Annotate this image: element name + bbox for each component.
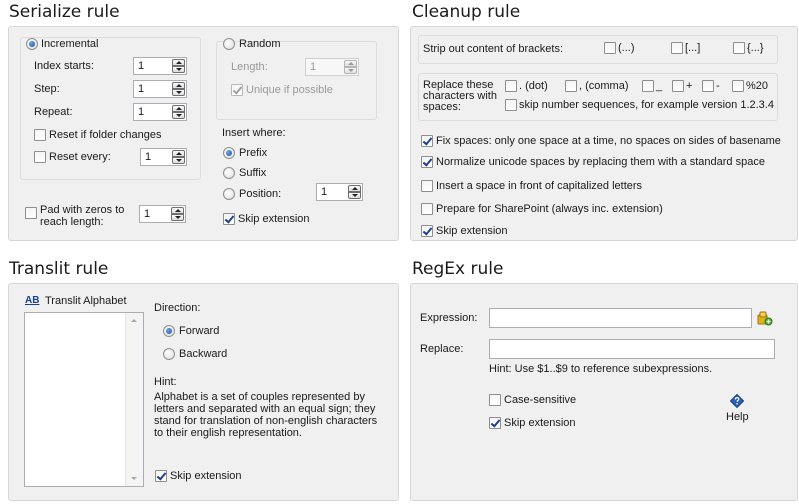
reset-every-label: Reset every: [49, 151, 111, 163]
replace-label-line3: spaces: [423, 101, 461, 113]
step-stepper[interactable]: 1 [133, 80, 187, 98]
replace-label-line2: characters with [423, 90, 497, 102]
bracket-round-label: (...) [618, 42, 635, 54]
expression-wizard-icon[interactable] [756, 309, 773, 326]
position-radio[interactable] [223, 188, 235, 200]
length-stepper[interactable]: 1 [305, 58, 359, 76]
regex-skip-extension-label: Skip extension [504, 417, 576, 429]
cleanup-rule-panel [410, 26, 798, 241]
repeat-stepper[interactable]: 1 [133, 103, 187, 121]
spin-up-button[interactable] [172, 82, 185, 89]
cleanup-skip-extension-checkbox[interactable] [421, 225, 433, 237]
hint-line2: letters and separated with an equal sign; they [154, 403, 376, 415]
serialize-skip-extension-checkbox[interactable] [223, 213, 235, 225]
bracket-curly-checkbox[interactable] [733, 42, 745, 54]
char-comma-label: , (comma) [579, 80, 629, 92]
case-sensitive-checkbox[interactable] [489, 394, 501, 406]
position-stepper[interactable]: 1 [316, 183, 363, 201]
spin-up-button[interactable] [348, 185, 361, 192]
char-dot-checkbox[interactable] [505, 80, 517, 92]
direction-label: Direction: [154, 302, 201, 314]
alphabet-icon: AB [25, 295, 40, 306]
translit-alphabet-button[interactable] [25, 294, 150, 309]
scroll-up-arrow-icon[interactable] [131, 319, 137, 322]
char-dot-label: . (dot) [519, 80, 548, 92]
strip-brackets-label: Strip out content of brackets: [423, 43, 564, 55]
help-button[interactable] [723, 394, 753, 424]
fix-spaces-checkbox[interactable] [421, 135, 433, 147]
skip-number-sequences-checkbox[interactable] [505, 99, 517, 111]
replace-label-line1: Replace these [423, 79, 494, 91]
hint-label: Hint: [154, 376, 177, 388]
regex-hint: Hint: Use $1..$9 to reference subexpressions. [489, 363, 713, 375]
serialize-rule-title: Serialize rule [9, 2, 120, 22]
repeat-label: Repeat: [34, 106, 73, 118]
prefix-radio[interactable] [223, 147, 235, 159]
sharepoint-label: Prepare for SharePoint (always inc. extension) [436, 203, 663, 215]
serialize-rule-panel [8, 26, 399, 241]
suffix-radio[interactable] [223, 167, 235, 179]
reset-folder-checkbox[interactable] [34, 129, 46, 141]
spin-down-button[interactable] [172, 66, 185, 73]
spin-up-button[interactable] [171, 207, 184, 214]
translit-alphabet-label: Translit Alphabet [45, 295, 127, 307]
replace-input[interactable] [489, 339, 775, 359]
bracket-curly-label: {...} [747, 42, 764, 54]
reset-every-checkbox[interactable] [34, 151, 46, 163]
hint-line4: to their english representation. [154, 427, 302, 439]
normalize-unicode-checkbox[interactable] [421, 156, 433, 168]
replace-label: Replace: [420, 343, 464, 355]
expression-input[interactable] [489, 308, 752, 328]
char-comma-checkbox[interactable] [565, 80, 577, 92]
char-underscore-checkbox[interactable] [642, 80, 654, 92]
regex-skip-extension-checkbox[interactable] [489, 417, 501, 429]
random-group [216, 41, 377, 120]
insert-where-label: Insert where: [222, 127, 286, 139]
case-sensitive-label: Case-sensitive [504, 394, 577, 406]
spin-up-button[interactable] [172, 59, 185, 66]
spin-down-button[interactable] [172, 157, 185, 164]
bracket-square-checkbox[interactable] [671, 42, 683, 54]
pad-zeros-stepper[interactable]: 1 [139, 205, 186, 223]
random-label: Random [239, 38, 281, 50]
help-label: Help [726, 411, 749, 423]
reset-every-stepper[interactable]: 1 [140, 148, 187, 166]
cleanup-skip-extension-label: Skip extension [436, 225, 508, 237]
translit-alphabet-list[interactable] [24, 312, 144, 487]
prefix-label: Prefix [239, 147, 268, 159]
sharepoint-checkbox[interactable] [421, 203, 433, 215]
cleanup-rule-title: Cleanup rule [412, 2, 521, 22]
random-radio[interactable] [223, 38, 235, 50]
suffix-label: Suffix [239, 167, 267, 179]
forward-label: Forward [179, 325, 220, 337]
length-label: Length: [231, 61, 268, 73]
spin-down-button[interactable] [344, 67, 357, 74]
pad-zeros-label-line2: reach length: [40, 216, 104, 228]
forward-radio[interactable] [163, 325, 175, 337]
char-plus-checkbox[interactable] [672, 80, 684, 92]
translit-skip-extension-label: Skip extension [170, 470, 242, 482]
index-starts-stepper[interactable]: 1 [133, 57, 187, 75]
unique-checkbox[interactable] [231, 84, 243, 96]
char-minus-label: - [716, 80, 720, 92]
char-underscore-label: _ [656, 80, 663, 92]
translit-rule-title: Translit rule [9, 259, 109, 279]
spin-up-button[interactable] [172, 150, 185, 157]
backward-radio[interactable] [163, 348, 175, 360]
incremental-label: Incremental [41, 38, 99, 50]
spin-down-button[interactable] [172, 89, 185, 96]
reset-folder-label: Reset if folder changes [49, 129, 162, 141]
char-pct20-checkbox[interactable] [732, 80, 744, 92]
regex-rule-title: RegEx rule [412, 259, 504, 279]
backward-label: Backward [179, 348, 228, 360]
spin-down-button[interactable] [348, 192, 361, 199]
bracket-square-label: [...] [685, 42, 701, 54]
translit-skip-extension-checkbox[interactable] [155, 470, 167, 482]
serialize-skip-extension-label: Skip extension [238, 213, 310, 225]
char-minus-checkbox[interactable] [702, 80, 714, 92]
char-pct20-label: %20 [746, 80, 769, 92]
scroll-down-arrow-icon[interactable] [131, 477, 137, 480]
index-starts-label: Index starts: [34, 60, 94, 72]
spin-down-button[interactable] [171, 214, 184, 221]
incremental-radio[interactable] [26, 38, 38, 50]
position-label: Position: [239, 188, 282, 200]
normalize-unicode-label: Normalize unicode spaces by replacing them with a standard space [436, 156, 765, 168]
pad-zeros-label-line1: Pad with zeros to [40, 204, 125, 216]
skip-number-sequences-label: skip number sequences, for example version 1.2.3.4 [519, 99, 774, 111]
char-plus-label: + [686, 80, 693, 92]
expression-label: Expression: [420, 312, 478, 324]
regex-rule-panel [410, 283, 798, 501]
spin-down-button[interactable] [172, 112, 185, 119]
spin-up-button[interactable] [172, 105, 185, 112]
fix-spaces-label: Fix spaces: only one space at a time, no spaces on sides of basename [436, 135, 781, 147]
pad-zeros-checkbox[interactable] [25, 207, 37, 219]
translit-rule-panel [8, 283, 399, 501]
insert-space-caps-label: Insert a space in front of capitalized letters [436, 180, 643, 192]
hint-line1: Alphabet is a set of couples represented by [154, 391, 365, 403]
spin-up-button[interactable] [344, 60, 357, 67]
list-scrollbar[interactable] [125, 313, 143, 486]
bracket-round-checkbox[interactable] [604, 42, 616, 54]
hint-line3: stand for translation of non-english characters [154, 415, 378, 427]
step-label: Step: [34, 83, 60, 95]
insert-space-caps-checkbox[interactable] [421, 180, 433, 192]
help-icon [730, 394, 744, 408]
unique-label: Unique if possible [246, 84, 333, 96]
